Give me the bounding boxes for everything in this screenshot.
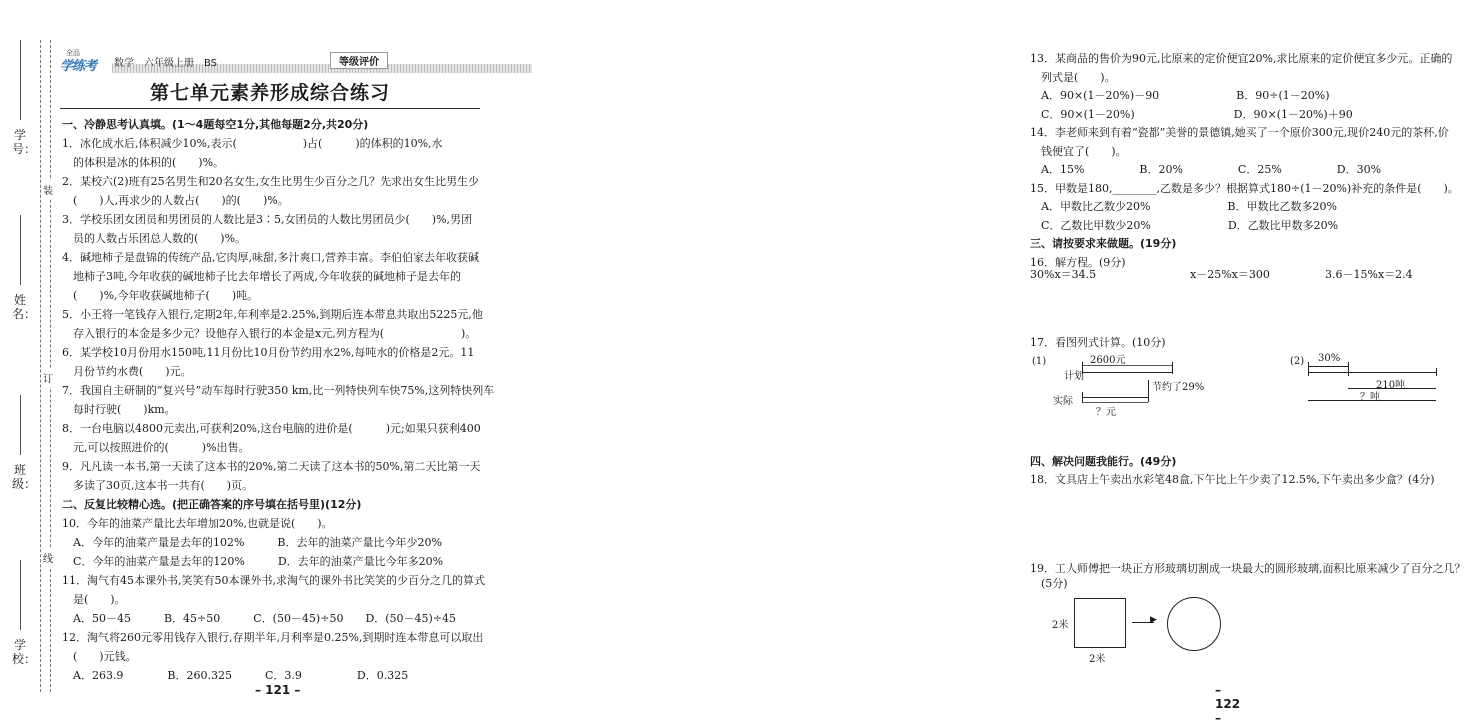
question-line: 8．一台电脑以4800元卖出,可获利20%,这台电脑的进价是( )元;如果只获利400 — [62, 422, 481, 435]
question-line: A．15% B．20% C．25% D．30% — [1030, 163, 1382, 176]
section-heading: 二、反复比较精心选。(把正确答案的序号填在括号里)(12分) — [62, 498, 362, 511]
student-no-label: 学号： — [12, 128, 37, 156]
diagram-plan-label: 计划 — [1064, 371, 1084, 382]
question-line: 3．学校乐团女团员和男团员的人数比是3∶5,女团员的人数比男团员少( )%,男团 — [62, 213, 473, 226]
diagram-label: (2) — [1290, 356, 1305, 367]
square-shape — [1074, 598, 1126, 648]
section-heading: 三、请按要求来做题。(19分) — [1030, 237, 1177, 250]
page-number: – 121 – — [255, 683, 301, 697]
question-line: A．263.9 B．260.325 C．3.9 D．0.325 — [62, 669, 409, 682]
question-line: 14．李老师来到有着“瓷都”美誉的景德镇,她买了一个原价300元,现价240元的茶杯,价 — [1030, 126, 1449, 139]
diagram-actual-label: 实际 — [1053, 396, 1073, 407]
question-line: 多读了30页,这本书一共有( )页。 — [62, 479, 254, 492]
grade-tag: 等级评价 — [330, 52, 388, 69]
diagram-value: 210吨 — [1376, 380, 1406, 391]
question-19: 19．工人师傅把一块正方形玻璃切割成一块最大的圆形玻璃,面积比原来减少了百分之几？ — [1030, 562, 1466, 575]
question-line: A．90×(1－20%)－90 B．90÷(1－20%) — [1030, 89, 1330, 102]
title-divider — [60, 108, 480, 109]
page-number: – 122 – — [1215, 683, 1241, 725]
question-line: 12．淘气将260元零用钱存入银行,存期半年,月利率是0.25%,到期时连本带息可以取出 — [62, 631, 484, 644]
question-line: 的体积是冰的体积的( )%。 — [62, 156, 225, 169]
diagram-question: ？元 — [1096, 407, 1116, 418]
diagram-percent: 30% — [1318, 353, 1341, 364]
diagram-save-label: 节约了29% — [1152, 382, 1205, 393]
brand-logo: 全品 学练考 — [60, 49, 97, 74]
name-label: 姓名： — [12, 293, 37, 321]
question-line: 是( )。 — [62, 593, 126, 606]
diagram-top-value: 2600元 — [1090, 355, 1126, 366]
right-page — [500, 0, 1466, 725]
question-line: A．甲数比乙数少20% B．甲数比乙数多20% — [1030, 200, 1337, 213]
question-line: 11．淘气有45本课外书,笑笑有50本课外书,求淘气的课外书比笑笑的少百分之几的算式 — [62, 574, 485, 587]
question-line: 元,可以按照进价的( )%出售。 — [62, 441, 250, 454]
seal-char: 线 — [43, 548, 53, 567]
question-17: 17．看图列式计算。(10分) — [1030, 336, 1166, 349]
question-line: 5．小王将一笔钱存入银行,定期2年,年利率是2.25%,到期后连本带息共取出5225元,他 — [62, 308, 483, 321]
question-line: 1．冰化成水后,体积减少10%,表示( )占( )的体积的10%,水 — [62, 137, 443, 150]
question-line: 7．我国自主研制的“复兴号”动车每时行驶350 km,比一列特快列车快75%,这列特快列车 — [62, 384, 495, 397]
diagram-question: ？吨 — [1360, 392, 1380, 403]
square-side-label: 2米 — [1052, 620, 1069, 631]
school-label: 学校： — [12, 638, 37, 666]
section-4-heading: 四、解决问题我能行。(49分) — [1030, 455, 1177, 468]
equation: 30%x＝34.5 — [1030, 268, 1097, 281]
seal-char: 装 — [43, 180, 53, 199]
question-line: 存入银行的本金是多少元？设他存入银行的本金是x元,列方程为( )。 — [62, 327, 477, 340]
square-bottom-label: 2米 — [1089, 654, 1106, 665]
question-line: ( )%,今年收获碱地柿子( )吨。 — [62, 289, 259, 302]
question-line: 10．今年的油菜产量比去年增加20%,也就是说( )。 — [62, 517, 333, 530]
left-page — [0, 0, 500, 722]
page-title: 第七单元素养形成综合练习 — [149, 82, 390, 104]
question-line: 月份节约水费( )元。 — [62, 365, 192, 378]
section-heading: 一、冷静思考认真填。(1～4题每空1分,其他每题2分,共20分) — [62, 118, 369, 131]
question-line: 16．解方程。(9分) — [1030, 255, 1126, 269]
question-line: 9．凡凡读一本书,第一天读了这本书的20%,第二天读了这本书的50%,第二天比第一天 — [62, 460, 481, 473]
question-line: 4．碱地柿子是盘锦的传统产品,它肉厚,味甜,多汁爽口,营养丰富。李伯伯家去年收获碱 — [62, 251, 479, 264]
question-19-points: (5分) — [1030, 577, 1068, 590]
question-line: A．今年的油菜产量是去年的102% B．去年的油菜产量比今年少20% — [62, 536, 442, 549]
seal-char: 订 — [43, 368, 53, 387]
question-line: ( )元钱。 — [62, 650, 137, 663]
question-line: 每时行驶( )km。 — [62, 403, 176, 416]
question-line: 钱便宜了( )。 — [1030, 144, 1127, 158]
question-line: C．今年的油菜产量是去年的120% D．去年的油菜产量比今年多20% — [62, 555, 444, 568]
question-line: 2．某校六(2)班有25名男生和20名女生,女生比男生少百分之几？先求出女生比男生少 — [62, 175, 480, 188]
question-line: 列式是( )。 — [1030, 70, 1116, 84]
question-line: ( )人,再求少的人数占( )的( )%。 — [62, 194, 289, 207]
class-label: 班级： — [12, 463, 37, 491]
question-line: C．90×(1－20%) D．90×(1－20%)＋90 — [1030, 107, 1353, 121]
question-line: 13．某商品的售价为90元,比原来的定价便宜20%,求比原来的定价便宜多少元。正确的 — [1030, 52, 1453, 65]
subject-label: 数学 六年级上册 BS — [114, 58, 218, 69]
binding-margin — [0, 0, 58, 722]
diagram-label: (1) — [1032, 356, 1047, 367]
question-line: 15．甲数是180,________,乙数是多少？根据算式180÷(1－20%)补充的条件是( )。 — [1030, 181, 1459, 195]
circle-shape — [1167, 597, 1221, 651]
question-line: A．50－45 B．45÷50 C．(50－45)÷50 D．(50－45)÷45 — [62, 612, 457, 625]
question-line: 员的人数占乐团总人数的( )%。 — [62, 232, 247, 245]
question-18: 18．文具店上午卖出水彩笔48盒,下午比上午少卖了12.5%,下午卖出多少盒？(4分) — [1030, 473, 1435, 486]
question-line: C．乙数比甲数少20% D．乙数比甲数多20% — [1030, 218, 1339, 232]
question-line: 6．某学校10月份用水150吨,11月份比10月份节约用水2%,每吨水的价格是2元。11 — [62, 346, 475, 359]
arrow-head-icon: ▶ — [1150, 615, 1157, 625]
question-line: 地柿子3吨,今年收获的碱地柿子比去年增长了两成,今年收获的碱地柿子是去年的 — [62, 270, 461, 283]
page-header — [60, 49, 480, 76]
equation: 3.6－15%x＝2.4 — [1325, 268, 1413, 281]
equation: x－25%x＝300 — [1190, 268, 1270, 281]
